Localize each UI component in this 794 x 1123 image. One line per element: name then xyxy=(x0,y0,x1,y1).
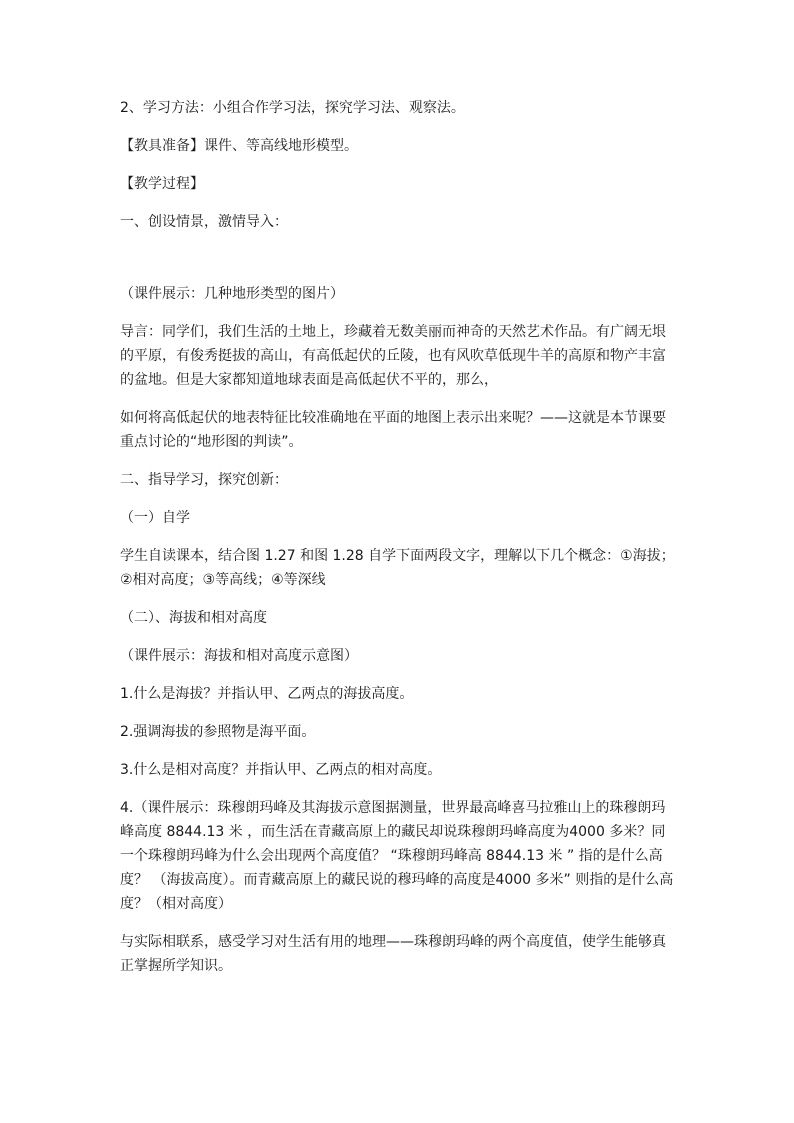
section-2-heading: 二、指导学习，探究创新： xyxy=(120,472,288,488)
courseware-terrain-images: （课件展示：几种地形类型的图片） xyxy=(120,286,344,302)
summary-paragraph: 与实际相联系，感受学习对生活有用的地理——珠穆朗玛峰的两个高度值，使学生能够真正掌握所学知识。 xyxy=(120,934,666,974)
altitude-subheading: （二）、海拔和相对高度 xyxy=(120,610,267,626)
teaching-process-heading: 【教学过程】 xyxy=(120,176,204,192)
list-item-2: 2.强调海拔的参照物是海平面。 xyxy=(120,724,316,740)
document-body xyxy=(120,96,676,992)
self-study-heading: （一）自学 xyxy=(120,510,190,526)
list-item-1: 1.什么是海拔？并指认甲、乙两点的海拔高度。 xyxy=(120,686,414,702)
question-paragraph: 如何将高低起伏的地表特征比较准确地在平面的地图上表示出来呢？——这就是本节课要重点讨论的“地形图的判读”。 xyxy=(120,410,666,450)
learning-method-line: 2、学习方法：小组合作学习法，探究学习法、观察法。 xyxy=(120,100,465,116)
self-study-paragraph: 学生自读课本，结合图 1.27 和图 1.28 自学下面两段文字，理解以下几个概念：①海拔；②相对高度；③等高线；④等深线 xyxy=(120,548,675,588)
teaching-aids-line: 【教具准备】课件、等高线地形模型。 xyxy=(120,138,358,154)
blank-space xyxy=(120,248,676,282)
list-item-3: 3.什么是相对高度？并指认甲、乙两点的相对高度。 xyxy=(120,762,442,778)
section-1-heading: 一、创设情景，激情导入： xyxy=(120,214,288,230)
courseware-altitude-diagram: （课件展示：海拔和相对高度示意图） xyxy=(120,648,358,664)
introduction-paragraph: 导言：同学们，我们生活的土地上，珍藏着无数美丽而神奇的天然艺术作品。有广阔无垠的平原，有俊秀挺拔的高山，有高低起伏的丘陵，也有风吹草低现牛羊的高原和物产丰富的盆地。但是大家都知道地球表面是高低起伏不平的，那么， xyxy=(120,324,666,388)
list-item-4: 4.（课件展示：珠穆朗玛峰及其海拔示意图据测量，世界最高峰喜马拉雅山上的珠穆朗玛峰高度 8844.13 米 ，而生活在青藏高原上的藏民却说珠穆朗玛峰高度为4000 多米？同一个珠穆朗玛峰为什么会出现两个高度值？ “珠穆朗玛峰高 8844.13 米 ” 指的是什么高度？ （海拔高度）。而青藏高原上的藏民说的穆玛峰的高度是4000 多米” 则指的是什么高度？（相对高度） xyxy=(120,800,674,912)
